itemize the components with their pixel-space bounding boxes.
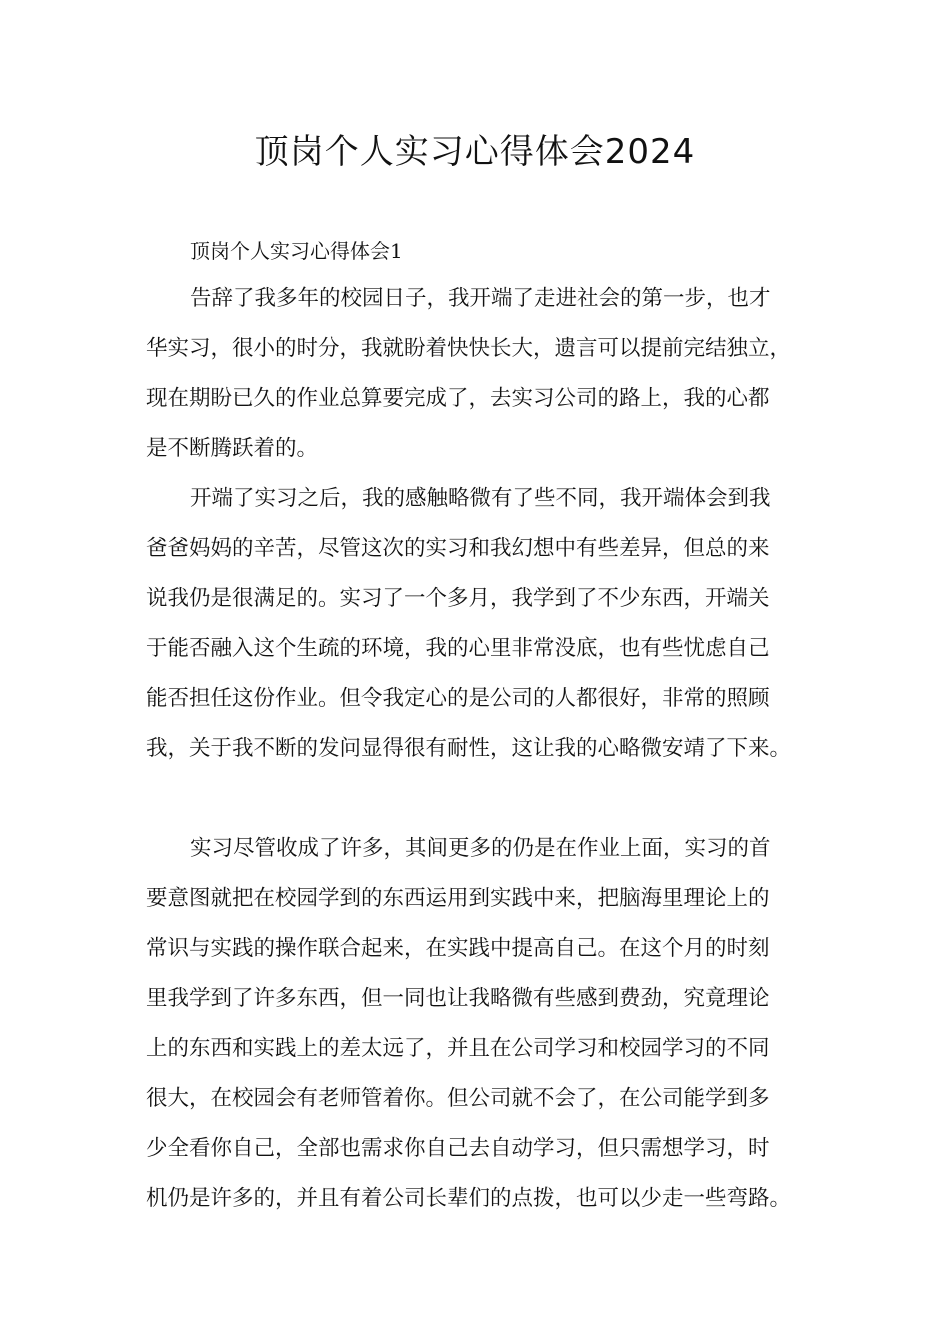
paragraph-line: 能否担任这份作业。但令我定心的是公司的人都很好，非常的照顾 bbox=[146, 686, 770, 711]
paragraph-line: 常识与实践的操作联合起来，在实践中提高自己。在这个月的时刻 bbox=[146, 936, 770, 961]
document-title: 顶岗个人实习心得体会2024 bbox=[254, 132, 696, 172]
paragraph-line: 华实习，很小的时分，我就盼着快快长大，遗言可以提前完结独立， bbox=[146, 336, 792, 361]
paragraph-line: 于能否融入这个生疏的环境，我的心里非常没底，也有些忧虑自己 bbox=[146, 636, 770, 661]
paragraph-line: 告辞了我多年的校园日子，我开端了走进社会的第一步，也才 bbox=[190, 286, 771, 311]
section-subtitle: 顶岗个人实习心得体会1 bbox=[190, 239, 403, 263]
paragraph-line: 很大，在校园会有老师管着你。但公司就不会了，在公司能学到多 bbox=[146, 1086, 770, 1111]
paragraph-line: 我，关于我不断的发问显得很有耐性，这让我的心略微安靖了下来。 bbox=[146, 736, 792, 761]
paragraph-2 bbox=[146, 474, 826, 774]
paragraph-3 bbox=[146, 824, 826, 1224]
paragraph-line: 现在期盼已久的作业总算要完成了，去实习公司的路上，我的心都 bbox=[146, 386, 770, 411]
paragraph-line: 少全看你自己，全部也需求你自己去自动学习，但只需想学习，时 bbox=[146, 1136, 770, 1161]
paragraph-line: 是不断腾跃着的。 bbox=[146, 436, 319, 461]
paragraph-line: 机仍是许多的，并且有着公司长辈们的点拨，也可以少走一些弯路。 bbox=[146, 1186, 792, 1211]
paragraph-line: 说我仍是很满足的。实习了一个多月，我学到了不少东西，开端关 bbox=[146, 586, 770, 611]
paragraph-line: 爸爸妈妈的辛苦，尽管这次的实习和我幻想中有些差异，但总的来 bbox=[146, 536, 770, 561]
paragraph-line: 要意图就把在校园学到的东西运用到实践中来，把脑海里理论上的 bbox=[146, 886, 770, 911]
paragraph-line: 开端了实习之后，我的感触略微有了些不同，我开端体会到我 bbox=[190, 486, 771, 511]
paragraph-line: 里我学到了许多东西，但一同也让我略微有些感到费劲，究竟理论 bbox=[146, 986, 770, 1011]
paragraph-line: 上的东西和实践上的差太远了，并且在公司学习和校园学习的不同 bbox=[146, 1036, 770, 1061]
paragraph-1 bbox=[146, 274, 826, 474]
paragraph-line: 实习尽管收成了许多，其间更多的仍是在作业上面，实习的首 bbox=[190, 836, 771, 861]
